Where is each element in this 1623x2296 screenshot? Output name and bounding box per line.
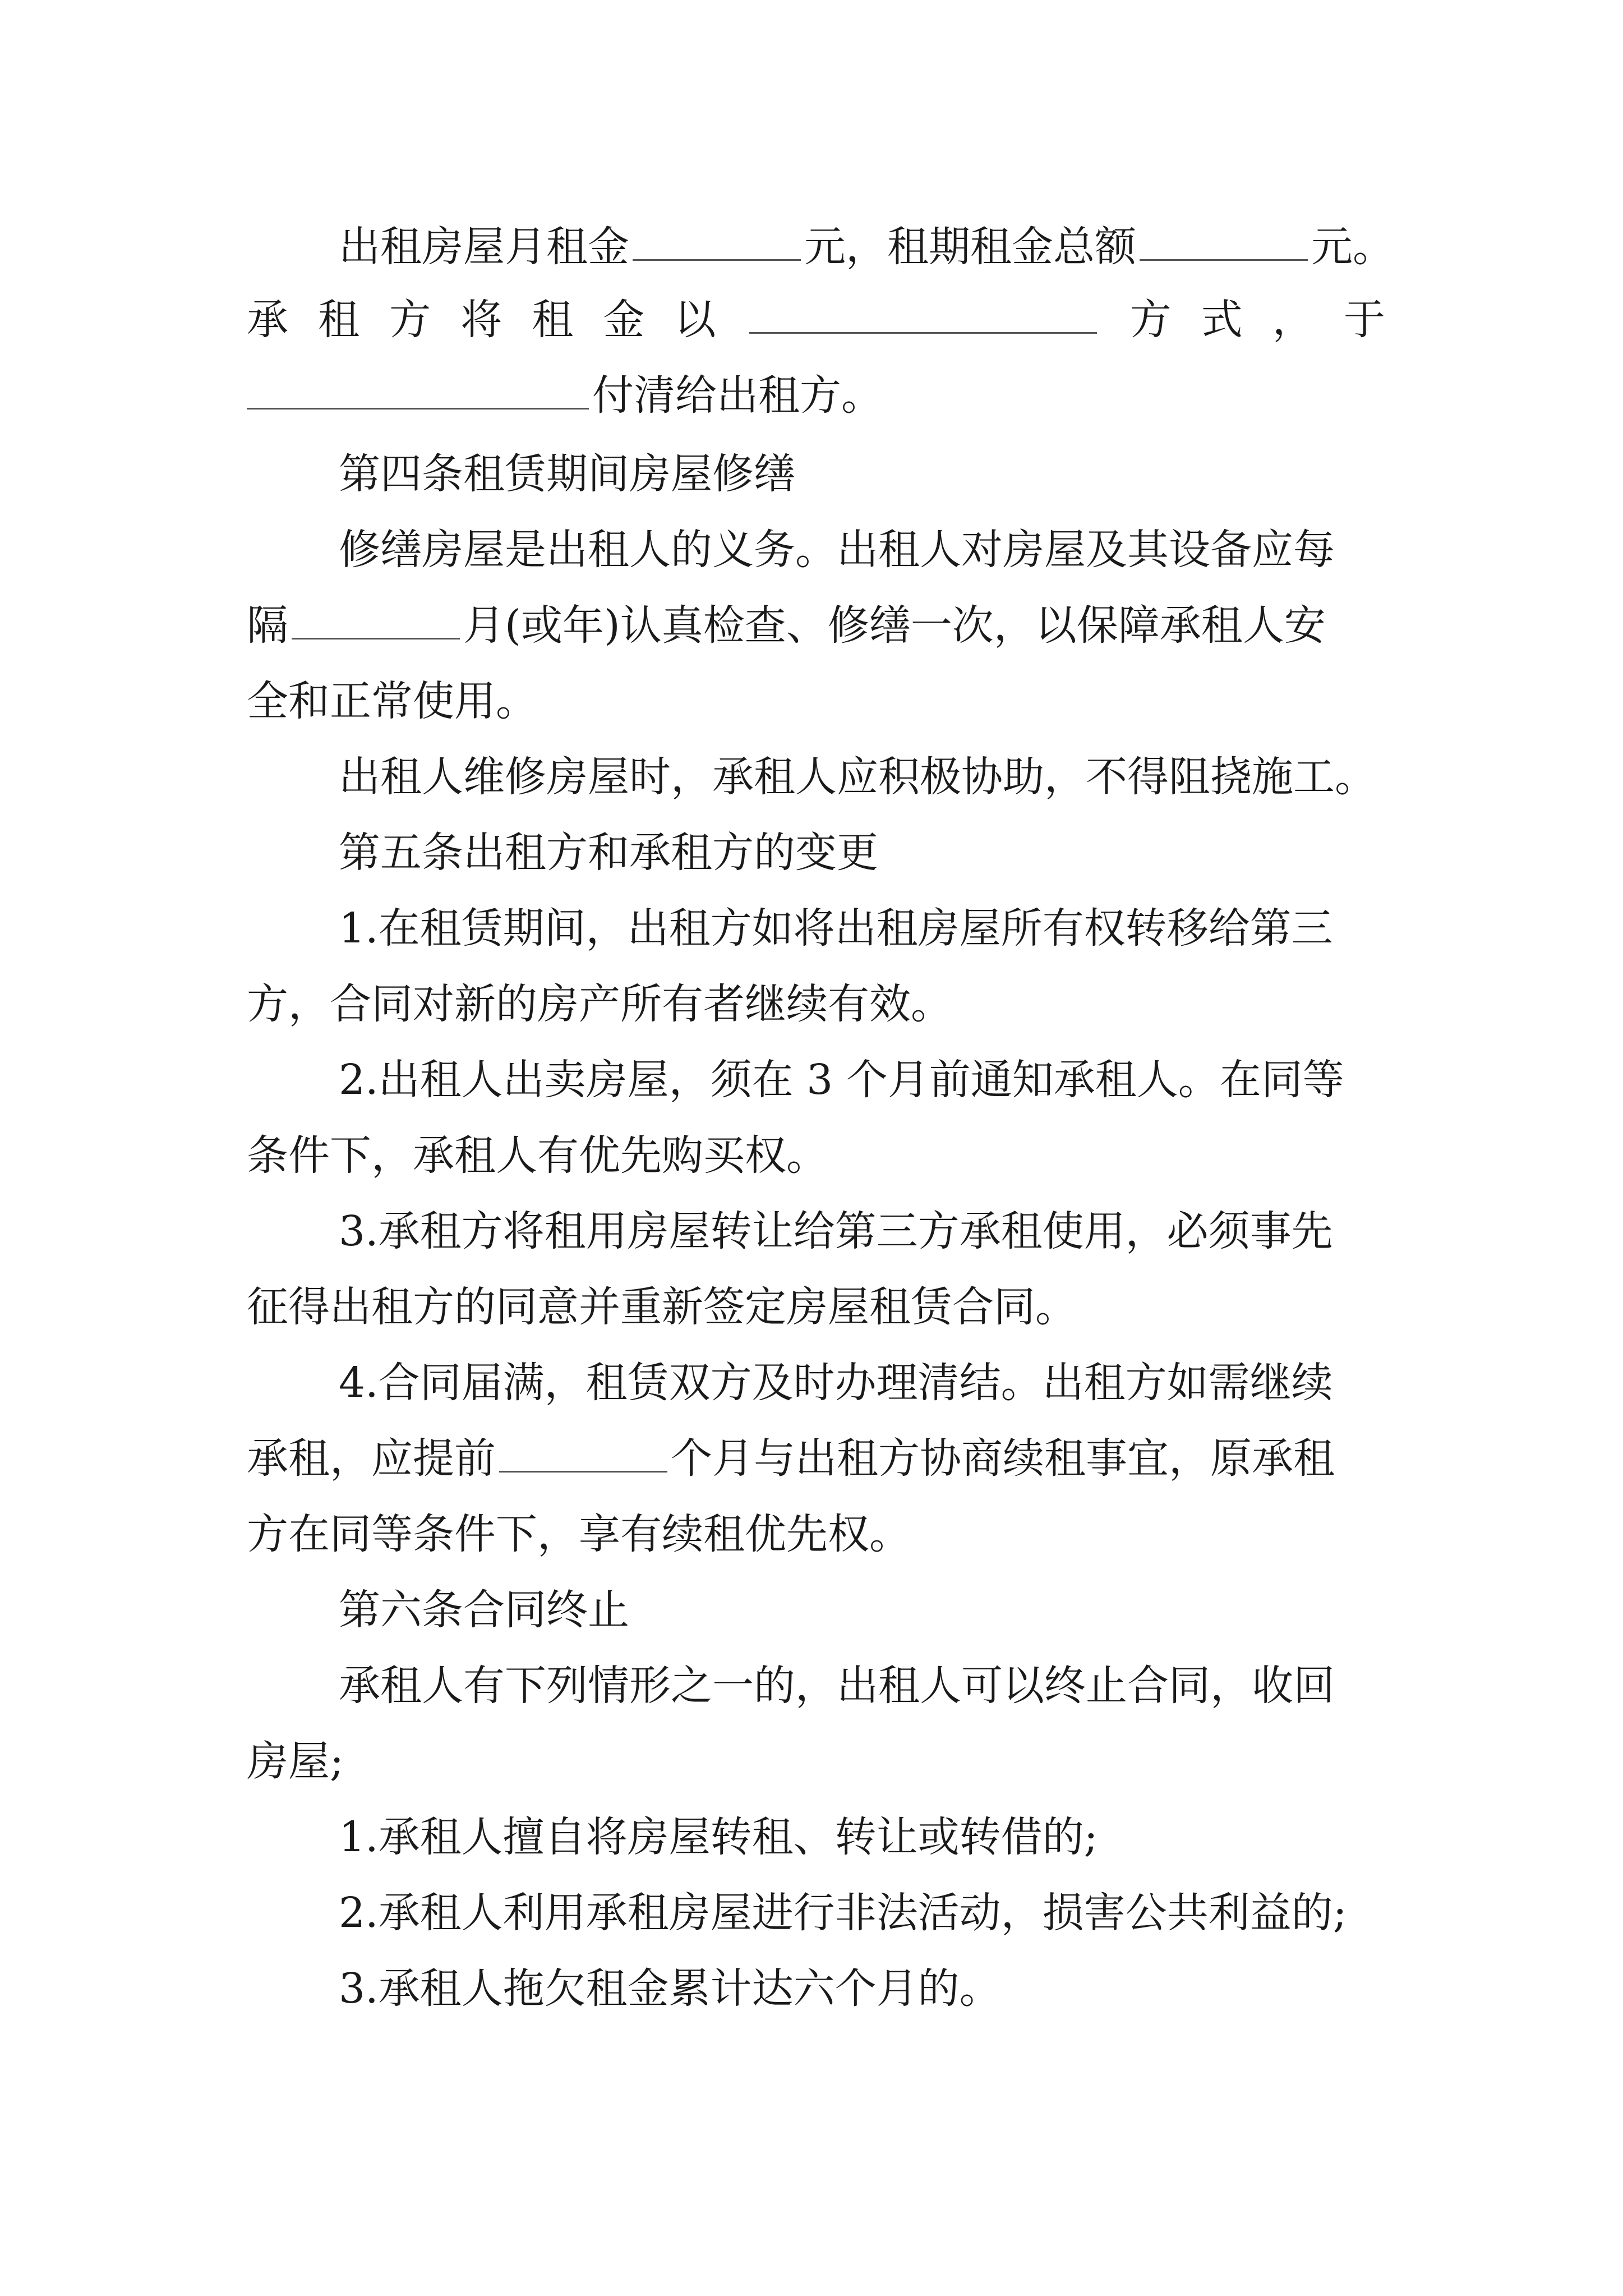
rent-amount-line — [339, 219, 1394, 275]
text-segment: 承租，应提前 — [247, 1434, 496, 1483]
payment-date-line — [247, 367, 1385, 424]
article-5-item-2-line-2: 条件下，承租人有优先购买权。 — [247, 1131, 828, 1180]
article-5-heading: 第五条出租方和承租方的变更 — [339, 829, 878, 877]
article-5-item-4-line-2 — [247, 1430, 1385, 1487]
char: 承 — [247, 296, 288, 344]
text-segment: 元，租期租金总额 — [804, 223, 1136, 271]
total-rent-blank — [1140, 224, 1308, 261]
article-6-intro-line-1: 承租人有下列情形之一的，出租人可以终止合同，收回 — [339, 1662, 1335, 1710]
article-6-intro-line-2: 房屋; — [247, 1737, 344, 1786]
article-4-line-2 — [247, 597, 1385, 654]
text-segment: 隔 — [247, 601, 288, 650]
char: 式 — [1201, 296, 1243, 344]
article-5-item-4-line-3: 方在同等条件下，享有续租优先权。 — [247, 1510, 911, 1558]
inspection-interval-blank — [292, 603, 460, 639]
article-5-item-3-line-1: 3.承租方将租用房屋转让给第三方承租使用，必须事先 — [339, 1207, 1333, 1255]
payment-method-line — [247, 292, 1385, 348]
article-4-heading: 第四条租赁期间房屋修缮 — [339, 450, 795, 498]
article-4-paragraph-2: 出租人维修房屋时，承租人应积极协助，不得阻挠施工。 — [339, 753, 1376, 801]
monthly-rent-blank — [633, 224, 801, 261]
article-4-line-3: 全和正常使用。 — [247, 677, 537, 725]
char: 金 — [603, 296, 645, 344]
article-5-item-4-line-1: 4.合同届满，租赁双方及时办理清结。出租方如需继续 — [339, 1359, 1333, 1407]
char: 方 — [1129, 296, 1172, 344]
payment-date-blank — [247, 373, 589, 409]
char: 以 — [674, 296, 716, 344]
article-5-item-1-line-1: 1.在租赁期间，出租方如将出租房屋所有权转移给第三 — [339, 904, 1333, 953]
article-5-item-3-line-2: 征得出租方的同意并重新签定房屋租赁合同。 — [247, 1283, 1077, 1331]
text-segment: 元。 — [1311, 223, 1394, 271]
text-segment: 付清给出租方。 — [592, 371, 883, 420]
termination-item-1: 1.承租人擅自将房屋转租、转让或转借的; — [339, 1813, 1098, 1861]
payment-method-blank — [749, 297, 1097, 334]
char: 于 — [1343, 296, 1385, 344]
article-6-heading: 第六条合同终止 — [339, 1586, 629, 1634]
char: 租 — [532, 296, 574, 344]
termination-item-3: 3.承租人拖欠租金累计达六个月的。 — [339, 1964, 1001, 2013]
text-segment: 月(或年)认真检查、修缮一次，以保障承租人安 — [463, 601, 1326, 650]
char: 将 — [460, 296, 502, 344]
text-segment: 个月与出租方协商续租事宜，原承租 — [671, 1434, 1335, 1483]
char: 方 — [389, 296, 431, 344]
text-segment: 出租房屋月租金 — [339, 223, 629, 271]
termination-item-2: 2.承租人利用承租房屋进行非法活动，损害公共利益的; — [339, 1889, 1347, 1937]
article-5-item-1-line-2: 方，合同对新的房产所有者继续有效。 — [247, 980, 952, 1028]
char: ， — [1272, 296, 1314, 344]
renewal-notice-blank — [499, 1436, 667, 1473]
article-4-line-1: 修缮房屋是出租人的义务。出租人对房屋及其设备应每 — [339, 526, 1335, 574]
char: 租 — [318, 296, 360, 344]
article-5-item-2-line-1: 2.出租人出卖房屋，须在 3 个月前通知承租人。在同等 — [339, 1056, 1344, 1104]
